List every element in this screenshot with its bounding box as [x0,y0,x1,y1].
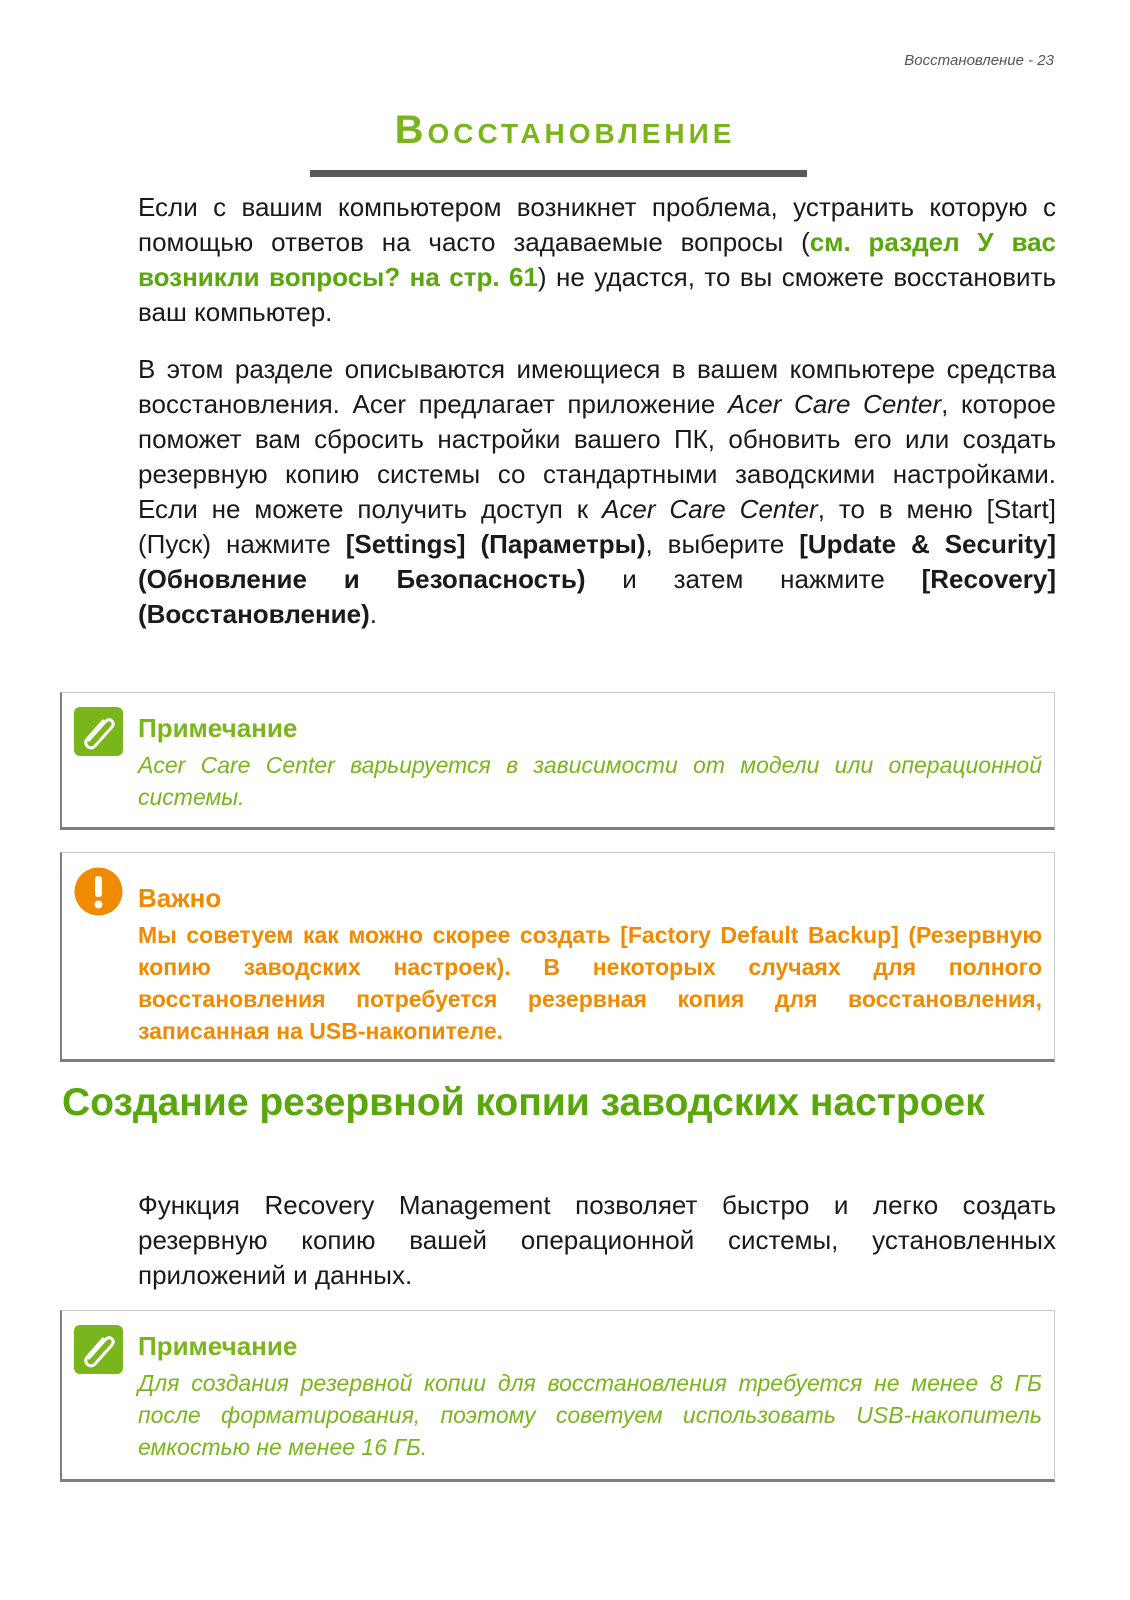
faq-page-link[interactable]: см. раздел У вас возникли вопросы? на стр. 61 [138,227,1057,292]
note-box [60,692,1055,830]
exclamation-icon [74,867,123,916]
app-name: Acer Care Center [602,494,818,524]
recovery-ref: [Recovery] (Восстановление) [138,564,1056,629]
note-title: Примечание [138,1331,298,1361]
note-text: Acer Care Center варьируется в зависимости от модели или операционной системы. [138,752,1042,810]
intro-paragraph-1: Если с вашим компьютером возникнет проблема, устранить которую с помощью ответов на часто задаваемые вопросы (см. раздел У вас возникли вопросы? на стр. 61) не удастся, то вы сможете восстановить ваш компьютер. [138,192,1057,327]
app-name: Acer Care Center [727,389,942,419]
running-header: Восстановление - 23 [904,52,1054,69]
paperclip-icon [74,707,123,756]
note-title: Примечание [138,713,298,743]
section-paragraph: Функция Recovery Management позволяет быстро и легко создать резервную копию вашей операционной системы, установленных приложений и данных. [138,1190,1056,1290]
note-box [60,1310,1055,1482]
settings-menu-ref: [Settings] (Параметры) [345,529,646,559]
important-title: Важно [138,883,222,913]
note-text: Для создания резервной копии для восстановления требуется не менее 8 ГБ после форматирования, поэтому советуем использовать USB-накопитель емкостью не менее 16 ГБ. [138,1370,1042,1460]
important-box [60,852,1055,1062]
intro-paragraph-2: В этом разделе описываются имеющиеся в вашем компьютере средства восстановления. Acer предлагает приложение Acer Care Center, которое поможет вам сбросить настройки вашего ПК, обновить его или создать резервную копию системы со стандартными заводскими настройками. Если не можете получить доступ к Acer Care Center, то в меню [Start] (Пуск) нажмите [Settings] (Параметры), выберите [Update & Security] (Обновление и Безопасность) и затем нажмите [Recovery] (Восстановление). [138,354,1056,629]
title-rule [310,170,807,177]
paperclip-icon [74,1325,123,1374]
section-heading: Создание резервной копии заводских настроек [62,1081,985,1124]
update-security-ref: [Update & Security] (Обновление и Безопасность) [138,529,1056,594]
important-text: Мы советуем как можно скорее создать [Factory Default Backup] (Резервную копию заводских настроек). В некоторых случаях для полного восстановления потребуется резервная копия для восстановления, записанная на USB-накопителе. [138,922,1042,1044]
chapter-title: Восстановление [394,108,736,152]
